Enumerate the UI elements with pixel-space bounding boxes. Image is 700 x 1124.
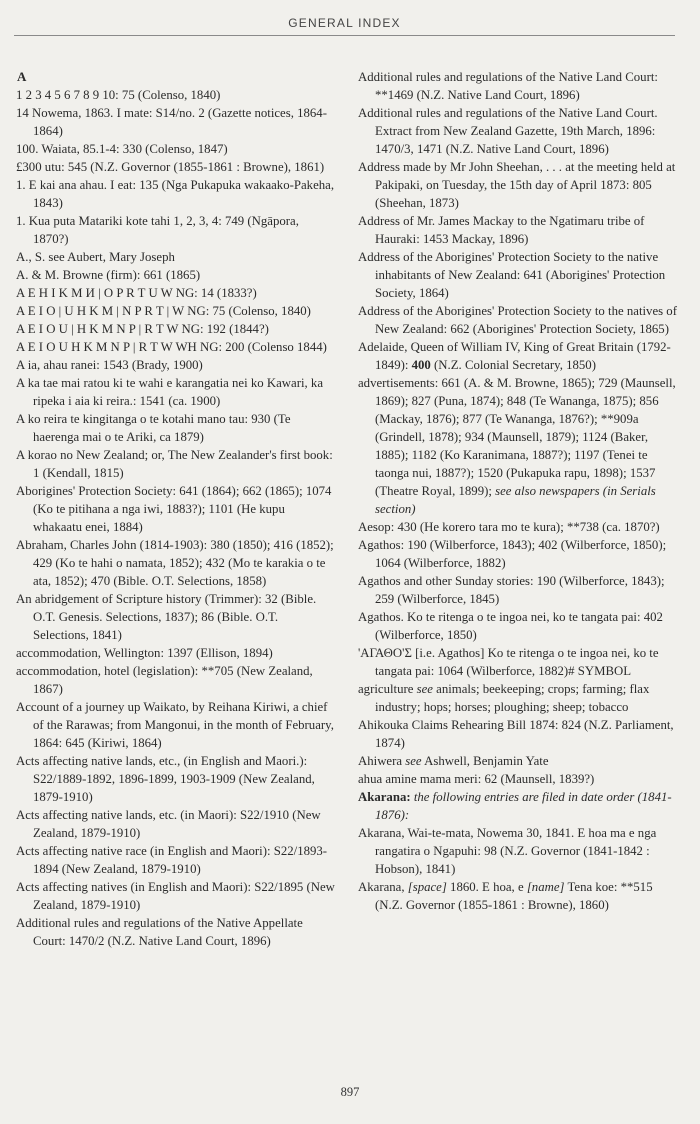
index-entry: 1. Kua puta Matariki kote tahi 1, 2, 3, 4: 749 (Ngāpora, 1870?) [16,214,299,246]
index-entry: Aborigines' Protection Society: 641 (1864); 662 (1865); 1074 (Ko te pitihana a nga iwi, 1883?); 1101 (He kupu whakaatu enei, 1884) [16,484,332,534]
index-entry-akarana-1860 [358,878,680,914]
index-entry: ahua amine mama meri: 62 (Maunsell, 1839?) [358,772,595,786]
index-entry: accommodation, hotel (legislation): **705 (New Zealand, 1867) [16,664,313,696]
section-letter: A [17,69,27,84]
index-entry: Acts affecting natives (in English and Maori): S22/1895 (New Zealand, 1879-1910) [16,880,335,912]
left-column [16,68,336,950]
index-entry: An abridgement of Scripture history (Trimmer): 32 (Bible. O.T. Genesis. Selections, 1837); 86 (Bible. O.T. Selections, 1841) [16,592,317,642]
filing-note: the following entries are filed in date order (1841-1876): [375,790,672,822]
index-entry: A korao no New Zealand; or, The New Zealander's first book: 1 (Kendall, 1815) [16,448,333,480]
index-entry: Aesop: 430 (He korero tara mo te kura); **738 (ca. 1870?) [358,520,660,534]
index-entry: Abraham, Charles John (1814-1903): 380 (1850); 416 (1852); 429 (Ko te hahi o namata, 1852); 432 (Mo te karakia o te ata, 1852); 470 (Bible. O.T. Selections, 1858) [16,538,334,588]
index-entry: A ka tae mai ratou ki te wahi e karangatia nei ko Kawari, ka ripeka i aia ki reira.: 1541 (ca. 1900) [16,376,324,408]
editorial-note: [space] [407,880,447,894]
running-head: GENERAL INDEX [14,16,675,36]
index-entry: Acts affecting native race (in English and Maori): S22/1893-1894 (New Zealand, 1879-1910) [16,844,328,876]
see-also-reference: see also newspapers (in Serials section) [375,484,656,516]
index-entry: accommodation, Wellington: 1397 (Ellison, 1894) [16,646,273,660]
index-entry: Akarana, Wai-te-mata, Nowema 30, 1841. E hoa ma e nga rangatira o Ngapuhi: 98 (N.Z. Governor (1841-1842 : Hobson), 1841) [358,826,657,876]
index-entry: Additional rules and regulations of the Native Land Court: **1469 (N.Z. Native Land Court, 1896) [358,70,658,102]
index-entry: Acts affecting native lands, etc. (in Maori): S22/1910 (New Zealand, 1879-1910) [16,808,321,840]
index-entry: Address of the Aborigines' Protection Society to the native inhabitants of New Zealand: 641 (Aborigines' Protection Society, 1864) [358,250,666,300]
index-entry: 1. E kai ana ahau. I eat: 135 (Nga Pukapuka wakaako-Pakeha, 1843) [16,178,335,210]
see-reference: see [405,754,422,768]
index-entry: A ko reira te kingitanga o te kotahi mano tau: 930 (Te haerenga mai o te Ariki, ca 1879) [16,412,291,444]
index-entry: Agathos and other Sunday stories: 190 (Wilberforce, 1843); 259 (Wilberforce, 1845) [358,574,665,606]
index-entry: A E I O U | H K M N P | R T W NG: 192 (1844?) [16,322,269,336]
index-entry: 14 Nowema, 1863. I mate: S14/no. 2 (Gazette notices, 1864-1864) [16,106,327,138]
entry-text: 1860. E hoa, e [446,880,527,894]
index-entry: £300 utu: 545 (N.Z. Governor (1855-1861 : Browne), 1861) [16,160,325,174]
index-entry: 'ΑΓΑΘΟ'Σ [i.e. Agathos] Ko te ritenga o te ingoa nei, ko te tangata pai: 1064 (Wilberforce, 1882)# SYMBOL [358,646,659,678]
index-entry-ahiwera [358,752,680,770]
entry-text: animals; beekeeping; crops; farming; flax industry; hops; horses; ploughing; sheep; tobacco [375,682,650,714]
index-entry: 1 2 3 4 5 6 7 8 9 10: 75 (Colenso, 1840) [16,88,221,102]
index-entry: A E I O U H K M N P | R T W WH NG: 200 (Colenso 1844) [16,340,327,354]
index-entry-akarana-heading [358,788,680,824]
index-entry: A E H I K M И | O P R T U W NG: 14 (1833?) [16,286,257,300]
entry-text: Tena koe: **515 (N.Z. Governor (1855-1861 : Browne), 1860) [375,880,653,912]
index-entry: Additional rules and regulations of the Native Appellate Court: 1470/2 (N.Z. Native Land Court, 1896) [16,916,303,948]
right-column [358,68,680,914]
index-entry-agriculture [358,680,680,716]
index-entry: Additional rules and regulations of the Native Land Court. Extract from New Zealand Gazette, 19th March, 1896: 1470/3, 1471 (N.Z. Native Land Court, 1896) [358,106,658,156]
see-reference: see [416,682,433,696]
index-entry: Account of a journey up Waikato, by Reihana Kiriwi, a chief of the Rarawas; from Mangonui, in the month of February, 1864: 645 (Kiriwi, 1864) [16,700,334,750]
index-entry: A ia, ahau ranei: 1543 (Brady, 1900) [16,358,203,372]
entry-text: Ahiwera [358,754,406,768]
entry-text: Ashwell, Benjamin Yate [421,754,549,768]
index-entry: Agathos. Ko te ritenga o te ingoa nei, ko te tangata pai: 402 (Wilberforce, 1850) [358,610,663,642]
index-entry: A E I O | U H K M | N P R T | W NG: 75 (Colenso, 1840) [16,304,311,318]
entry-text: Adelaide, Queen of William IV, King of Great Britain (1792-1849): [358,340,671,372]
index-entry-adelaide [358,338,680,374]
editorial-note: [name] [526,880,565,894]
bold-reference: 400 [411,358,431,372]
entry-text: Akarana, [358,880,408,894]
index-entry: A. & M. Browne (firm): 661 (1865) [16,268,201,282]
bold-heading: Akarana: [358,790,411,804]
index-entry: Address of Mr. James Mackay to the Ngatimaru tribe of Hauraki: 1453 Mackay, 1896) [358,214,645,246]
entry-text: agriculture [358,682,417,696]
index-entry: Agathos: 190 (Wilberforce, 1843); 402 (Wilberforce, 1850); 1064 (Wilberforce, 1882) [358,538,667,570]
entry-text: advertisements: 661 (A. & M. Browne, 1865); 729 (Maunsell, 1869); 827 (Puna, 1874); 848 (Te Wananga, 1875); 856 (Mackay, 1876); 877 (Te Wananga, 1876?); **909a (Grindell, 1878); 934 (Maunsell, 1879); 1124 (Baker, 1885); 1182 (Ko Karanimana, 1887?); 1197 (Tenei te taonga nui, 1887?); 1520 (Pukapuka rapu, 1898); 1537 (Theatre Royal, 1899); [358,376,676,498]
index-entry: 100. Waiata, 85.1-4: 330 (Colenso, 1847) [16,142,228,156]
index-entry: A., S. see Aubert, Mary Joseph [16,250,175,264]
page-number: 897 [340,1085,360,1099]
index-entry: Acts affecting native lands, etc., (in English and Maori.): S22/1889-1892, 1896-1899, 1903-1909 (New Zealand, 1879-1910) [16,754,315,804]
index-entry: Ahikouka Claims Rehearing Bill 1874: 824 (N.Z. Parliament, 1874) [358,718,674,750]
index-entry: Address made by Mr John Sheehan, . . . at the meeting held at Pakipaki, on Tuesday, the 15th day of April 1873: 805 (Sheehan, 1873) [358,160,676,210]
index-entry: Address of the Aborigines' Protection Society to the natives of New Zealand: 662 (Aborigines' Protection Society, 1865) [358,304,677,336]
index-entry-advertisements [358,374,680,518]
entry-text: (N.Z. Colonial Secretary, 1850) [430,358,596,372]
